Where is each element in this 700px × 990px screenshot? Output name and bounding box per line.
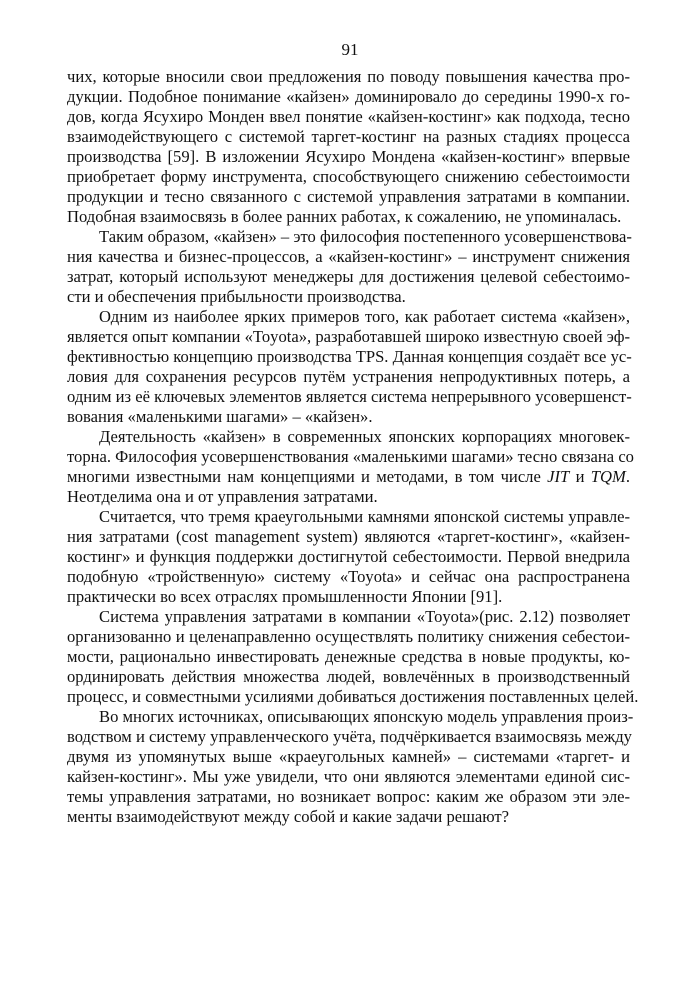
paragraph	[67, 507, 630, 607]
text-line: ординировать действия множества людей, вовлечённых в производственный	[67, 667, 630, 686]
text-line: кайзен-костинг». Мы уже увидели, что они являются элементами единой сис-	[67, 767, 630, 786]
page-number: 91	[341, 40, 359, 59]
text-line: Подобная взаимосвязь в более ранних работах, к сожалению, не упоминалась.	[67, 207, 622, 226]
text-line: Таким образом, «кайзен» – это философия постепенного усовершенствова-	[99, 227, 632, 246]
text-line: дов, когда Ясухиро Монден ввел понятие «кайзен-костинг» как подхода, тесно	[67, 107, 630, 126]
text-line: продукции и тесно связанного с системой управления затратами в компании.	[67, 187, 630, 206]
text-line: темы управления затратами, но возникает вопрос: каким же образом эти эле-	[67, 787, 630, 806]
text-line: менты взаимодействуют между собой и какие задачи решают?	[67, 807, 510, 826]
paragraph	[67, 427, 634, 507]
text-line: организованно и целенаправленно осуществлять политику снижения себестои-	[67, 627, 630, 646]
text-line: производства [59]. В изложении Ясухиро Мондена «кайзен-костинг» впервые	[67, 147, 630, 166]
text-line: Неотделима она и от управления затратами.	[67, 487, 378, 506]
text-line: подобную «тройственную» систему «Toyota» и сейчас она распространена	[67, 567, 630, 586]
paragraph	[67, 227, 630, 307]
paragraph	[67, 67, 630, 227]
text-line: ния затратами (cost management system) являются «таргет-костинг», «кайзен-	[67, 527, 630, 546]
text-line: торна. Философия усовершенствования «маленькими шагами» тесно связана со	[67, 447, 634, 466]
text-line: ния качества и бизнес-процессов, а «кайзен-костинг» – инструмент снижения	[67, 247, 630, 266]
text-line: мости, рационально инвестировать денежные средства в новые продукты, ко-	[67, 647, 630, 666]
text-line: Одним из наиболее ярких примеров того, как работает система «кайзен»,	[99, 307, 630, 326]
text-line: костинг» и функция поддержки достигнутой себестоимости. Первой внедрила	[67, 547, 630, 566]
text-fragment: многими известными нам концепциями и методами, в том числе	[67, 467, 548, 486]
text-line: Система управления затратами в компании «Toyota»(рис. 2.12) позволяет	[99, 607, 630, 626]
text-line: процесс, и совместными усилиями добиваться достижения поставленных целей.	[67, 687, 639, 706]
text-line: сти и обеспечения прибыльности производства.	[67, 287, 406, 306]
text-line: приобретает форму инструмента, способствующего снижению себестоимости	[67, 167, 630, 186]
text-line: чих, которые вносили свои предложения по поводу повышения качества про-	[67, 67, 630, 86]
term-tqm: TQM	[590, 467, 626, 486]
text-line: фективностью концепцию производства TPS. Данная концепция создаёт все ус-	[67, 347, 632, 366]
text-line: вования «маленькими шагами» – «кайзен».	[67, 407, 373, 426]
paragraph	[67, 607, 639, 707]
text-line: двумя из упомянутых выше «краеугольных камней» – системами «таргет- и	[67, 747, 630, 766]
text-line: является опыт компании «Toyota», разработавшей широко известную своей эф-	[67, 327, 631, 346]
text-line: Во многих источниках, описывающих японскую модель управления произ-	[99, 707, 634, 726]
text-line: взаимодействующего с системой таргет-костинг на разных стадиях процесса	[67, 127, 630, 146]
paragraph	[67, 307, 630, 427]
text-line: Деятельность «кайзен» в современных японских корпорациях многовек-	[99, 427, 630, 446]
text-line: ловия для сохранения ресурсов путём устранения непродуктивных потерь, а	[67, 367, 630, 386]
paragraph	[67, 707, 634, 827]
text-fragment: и	[569, 467, 591, 486]
text-line: водством и систему управленческого учёта, подчёркивается взаимосвязь между	[67, 727, 632, 746]
text-fragment: .	[625, 467, 630, 486]
term-jit: JIT	[547, 467, 570, 486]
text-line: Считается, что тремя краеугольными камнями японской системы управле-	[99, 507, 630, 526]
text-line: одним из её ключевых элементов является система непрерывного усовершенст-	[67, 387, 632, 406]
text-line: затрат, который используют менеджеры для достижения целевой себестоимо-	[67, 267, 630, 286]
body-text	[67, 67, 639, 827]
text-line	[67, 467, 630, 487]
text-line: практически во всех отраслях промышленности Японии [91].	[67, 587, 503, 606]
text-line: дукции. Подобное понимание «кайзен» доминировало до середины 1990-х го-	[67, 87, 630, 106]
